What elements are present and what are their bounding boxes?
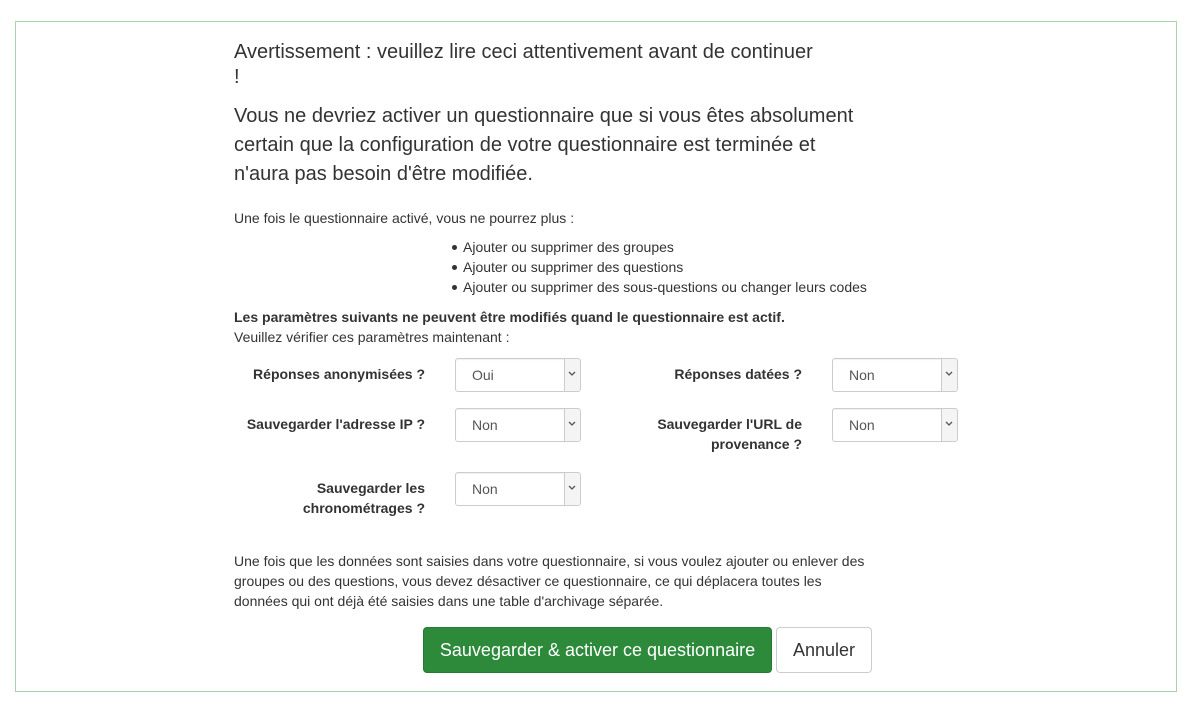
chevron-down-icon — [564, 409, 580, 441]
settings-notice: Les paramètres suivants ne peuvent être modifiés quand le questionnaire est actif. — [234, 309, 785, 325]
referrer-label-line1: Sauvegarder l'URL de — [657, 416, 802, 432]
list-item: Ajouter ou supprimer des sous-questions ou changer leurs codes — [451, 277, 894, 297]
settings-check: Veuillez vérifier ces paramètres maintenant : — [234, 329, 510, 345]
referrer-label — [614, 414, 802, 454]
ip-label: Sauvegarder l'adresse IP ? — [246, 416, 425, 432]
ip-value: Non — [472, 417, 498, 433]
referrer-select[interactable] — [832, 408, 958, 442]
dated-value: Non — [849, 367, 875, 383]
referrer-value: Non — [849, 417, 875, 433]
activation-content — [234, 40, 894, 611]
dated-label: Réponses datées ? — [674, 366, 802, 382]
timings-label — [234, 478, 425, 518]
timings-label-line1: Sauvegarder les — [316, 480, 425, 496]
timings-select[interactable] — [455, 472, 581, 506]
chevron-down-icon — [941, 359, 957, 391]
timings-value: Non — [472, 481, 498, 497]
dated-select[interactable] — [832, 358, 958, 392]
referrer-label-line2: provenance ? — [710, 436, 802, 452]
anonymized-select[interactable] — [455, 358, 581, 392]
cancel-button[interactable]: Annuler — [776, 627, 872, 673]
chevron-down-icon — [564, 359, 580, 391]
anonymized-value: Oui — [472, 367, 494, 383]
list-item: Ajouter ou supprimer des groupes — [451, 237, 894, 257]
save-activate-button[interactable]: Sauvegarder & activer ce questionnaire — [423, 627, 772, 673]
timings-label-line2: chronométrages ? — [302, 500, 425, 516]
chevron-down-icon — [941, 409, 957, 441]
warning-title: Avertissement : veuillez lire ceci attentivement avant de continuer ! — [234, 41, 813, 88]
restrictions-intro: Une fois le questionnaire activé, vous ne pourrez plus : — [234, 210, 575, 226]
warning-lead: Vous ne devriez activer un questionnaire que si vous êtes absolument certain que la configuration de votre questionnaire est terminée et n'aura pas besoin d'être modifiée. — [234, 105, 854, 185]
footer-note: Une fois que les données sont saisies dans votre questionnaire, si vous voulez ajouter ou enlever des groupes ou des questions, vous devez désactiver ce questionnaire, ce qui déplacera toutes les données qui ont déjà été saisies dans une table d'archivage séparée. — [234, 553, 865, 609]
anonymized-label: Réponses anonymisées ? — [253, 366, 425, 382]
ip-select[interactable] — [455, 408, 581, 442]
list-item: Ajouter ou supprimer des questions — [451, 257, 894, 277]
restrictions-list — [234, 237, 894, 297]
settings-form — [234, 358, 894, 530]
chevron-down-icon — [564, 473, 580, 505]
